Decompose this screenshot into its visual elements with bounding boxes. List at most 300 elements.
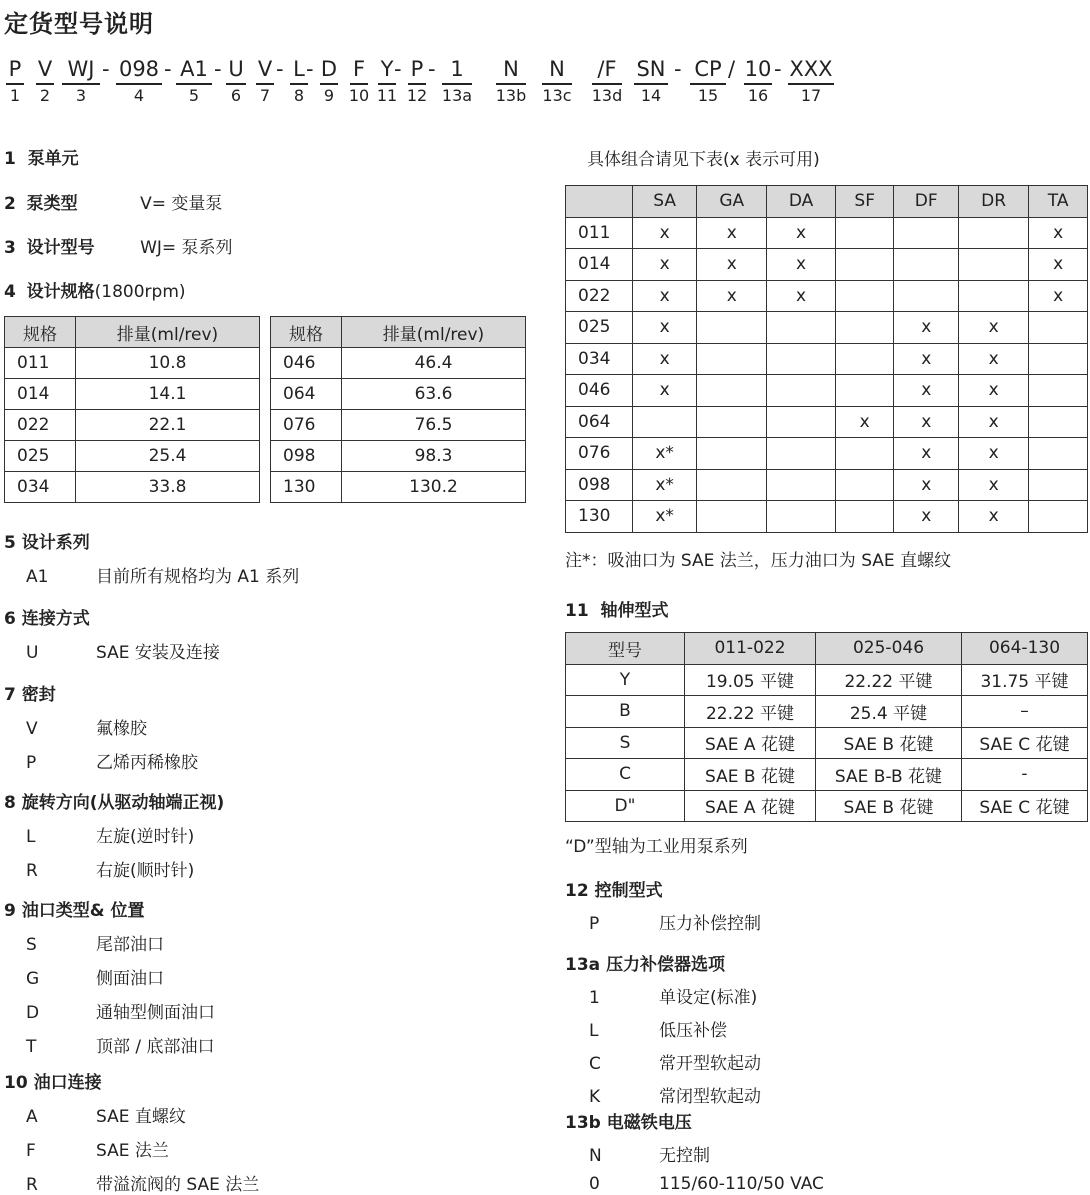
code-number: 12 xyxy=(406,86,428,105)
section-title: 设计规格 xyxy=(26,282,95,302)
option-item xyxy=(4,748,198,773)
code-separator: - xyxy=(102,57,110,81)
availability-cell: x xyxy=(894,501,959,533)
page-title: 定货型号说明 xyxy=(4,10,154,38)
option-description: SAE 法兰 xyxy=(96,1141,169,1161)
size-cell: 046 xyxy=(271,348,342,379)
availability-cell xyxy=(697,469,767,501)
availability-cell xyxy=(1029,406,1088,438)
displacement-table-right xyxy=(270,316,526,503)
section-title: 设计系列 xyxy=(21,533,90,553)
availability-cell xyxy=(697,406,767,438)
availability-cell: x xyxy=(767,280,836,312)
displacement-cell: 46.4 xyxy=(342,348,526,379)
code-number: 10 xyxy=(348,86,370,105)
column-header: DR xyxy=(959,186,1029,218)
option-item xyxy=(565,1141,824,1166)
table-row xyxy=(566,727,1088,759)
code-segment xyxy=(406,56,428,107)
availability-cell: x xyxy=(894,469,959,501)
code-segment xyxy=(4,56,26,107)
section-title: 密封 xyxy=(21,685,56,705)
section-number: 12 xyxy=(565,881,589,901)
code-number: 2 xyxy=(39,86,51,105)
code-segment xyxy=(254,56,276,107)
size-cell: 011 xyxy=(5,348,76,379)
option-description: SAE 安装及连接 xyxy=(96,643,220,663)
table-row xyxy=(566,343,1088,375)
section-title: 压力补偿器选项 xyxy=(606,955,726,975)
table-row xyxy=(271,472,526,503)
section-11 xyxy=(565,596,669,621)
displacement-cell: 98.3 xyxy=(342,441,526,472)
displacement-cell: 63.6 xyxy=(342,379,526,410)
size-cell: 098 xyxy=(271,441,342,472)
column-header: 025-046 xyxy=(816,633,962,665)
code-segment xyxy=(348,56,370,107)
option-item xyxy=(565,1049,761,1074)
section-title: 油口连接 xyxy=(33,1073,102,1093)
availability-cell: x xyxy=(894,312,959,344)
availability-cell: x* xyxy=(633,501,697,533)
section-title: 设计型号 xyxy=(26,238,95,258)
availability-cell xyxy=(1029,438,1088,470)
shaft-spec-cell: SAE B 花键 xyxy=(685,759,816,791)
column-header: 规格 xyxy=(271,317,342,348)
size-cell: 034 xyxy=(566,343,633,375)
size-cell: 064 xyxy=(566,406,633,438)
option-description: 压力补偿控制 xyxy=(659,914,761,934)
section-title: 电磁铁电压 xyxy=(606,1113,692,1133)
code-segment xyxy=(494,56,528,107)
code-letter: XXX xyxy=(789,57,833,81)
section-9 xyxy=(4,896,215,1057)
code-separator: - xyxy=(164,57,172,81)
table-row xyxy=(566,375,1088,407)
column-header: TA xyxy=(1029,186,1088,218)
shaft-spec-cell: SAE B 花键 xyxy=(816,727,962,759)
option-item xyxy=(565,1016,761,1041)
code-number: 9 xyxy=(323,86,335,105)
code-letter: P xyxy=(8,57,22,81)
code-segment xyxy=(688,56,728,107)
displacement-table-left xyxy=(4,316,260,503)
table-row xyxy=(566,217,1088,249)
shaft-spec-cell: 22.22 平键 xyxy=(685,696,816,728)
table-row xyxy=(5,348,260,379)
size-cell: 014 xyxy=(5,379,76,410)
option-description: 常闭型软起动 xyxy=(659,1087,761,1107)
displacement-cell: 10.8 xyxy=(76,348,260,379)
option-description: 常开型软起动 xyxy=(659,1054,761,1074)
section-number: 13a xyxy=(565,955,601,975)
availability-cell xyxy=(697,438,767,470)
option-code: T xyxy=(26,1037,37,1057)
shaft-spec-cell: - xyxy=(962,759,1088,791)
availability-cell: x xyxy=(894,438,959,470)
option-code: G xyxy=(26,969,40,989)
availability-cell xyxy=(836,249,894,281)
availability-cell: x xyxy=(894,343,959,375)
shaft-spec-cell: 19.05 平键 xyxy=(685,664,816,696)
code-segment xyxy=(786,56,836,107)
option-description: 乙烯丙稀橡胶 xyxy=(96,753,198,773)
availability-cell xyxy=(836,501,894,533)
section-7 xyxy=(4,680,198,773)
section-value: V= 变量泵 xyxy=(140,194,223,214)
column-header: 型号 xyxy=(566,633,685,665)
table-row xyxy=(5,410,260,441)
availability-cell: x xyxy=(1029,217,1088,249)
section-title: 连接方式 xyxy=(21,609,90,629)
table-row xyxy=(566,249,1088,281)
table-row xyxy=(566,438,1088,470)
option-code: U xyxy=(26,643,39,663)
section-title: 泵类型 xyxy=(26,194,78,214)
size-cell: 011 xyxy=(566,217,633,249)
code-letter: L xyxy=(293,57,305,81)
option-code: 0 xyxy=(589,1174,600,1194)
availability-cell: x xyxy=(894,406,959,438)
column-header: DF xyxy=(894,186,959,218)
section-number: 5 xyxy=(4,533,16,553)
code-separator: - xyxy=(394,57,402,81)
availability-cell: x xyxy=(633,217,697,249)
shaft-code-cell: D" xyxy=(566,790,685,822)
availability-cell: x xyxy=(894,375,959,407)
availability-cell xyxy=(767,469,836,501)
combo-caption: 具体组合请见下表(x 表示可用) xyxy=(587,150,820,170)
table-row xyxy=(566,696,1088,728)
availability-cell xyxy=(836,312,894,344)
size-cell: 025 xyxy=(5,441,76,472)
size-cell: 076 xyxy=(566,438,633,470)
code-number: 13a xyxy=(441,86,473,105)
option-description: 右旋(顺时针) xyxy=(96,861,195,881)
availability-cell: x xyxy=(697,249,767,281)
availability-cell: x* xyxy=(633,438,697,470)
section-13a xyxy=(565,950,761,1107)
option-description: 无控制 xyxy=(659,1146,710,1166)
availability-cell xyxy=(836,343,894,375)
column-header: 排量(ml/rev) xyxy=(76,317,260,348)
availability-cell: x xyxy=(767,217,836,249)
size-cell: 076 xyxy=(271,410,342,441)
combo-note: 注*：吸油口为 SAE 法兰，压力油口为 SAE 直螺纹 xyxy=(565,551,952,571)
section-8 xyxy=(4,788,224,881)
column-header: 规格 xyxy=(5,317,76,348)
availability-cell xyxy=(767,312,836,344)
code-segment xyxy=(224,56,248,107)
availability-cell xyxy=(959,217,1029,249)
shaft-code-cell: B xyxy=(566,696,685,728)
code-segment xyxy=(34,56,56,107)
option-code: P xyxy=(26,753,37,773)
section-number: 11 xyxy=(565,601,589,621)
code-number: 6 xyxy=(230,86,242,105)
availability-cell xyxy=(633,406,697,438)
option-item xyxy=(4,964,215,989)
displacement-cell: 130.2 xyxy=(342,472,526,503)
section-number: 6 xyxy=(4,609,16,629)
shaft-note: “D”型轴为工业用泵系列 xyxy=(565,837,748,857)
column-header: SF xyxy=(836,186,894,218)
displacement-cell: 25.4 xyxy=(76,441,260,472)
section-number: 4 xyxy=(4,282,16,302)
column-header: DA xyxy=(767,186,836,218)
section-number: 2 xyxy=(4,194,16,214)
corner-cell xyxy=(566,186,633,218)
option-item xyxy=(4,856,224,881)
availability-cell xyxy=(697,312,767,344)
code-number: 3 xyxy=(75,86,87,105)
shaft-table xyxy=(565,632,1088,822)
section-title: 控制型式 xyxy=(594,881,663,901)
column-header: 011-022 xyxy=(685,633,816,665)
table-row xyxy=(5,472,260,503)
availability-cell: x* xyxy=(633,469,697,501)
code-letter: P xyxy=(410,57,424,81)
code-segment xyxy=(590,56,624,107)
shaft-spec-cell: 25.4 平键 xyxy=(816,696,962,728)
option-description: 115/60-110/50 VAC xyxy=(659,1174,824,1194)
table-row xyxy=(271,348,526,379)
option-item xyxy=(4,638,220,663)
size-cell: 098 xyxy=(566,469,633,501)
code-letter: F xyxy=(352,57,366,81)
code-segment xyxy=(742,56,774,107)
availability-cell xyxy=(697,375,767,407)
table-row xyxy=(271,441,526,472)
displacement-cell: 76.5 xyxy=(342,410,526,441)
code-letter: N xyxy=(503,57,519,81)
availability-cell: x xyxy=(767,249,836,281)
availability-cell xyxy=(1029,343,1088,375)
option-description: 低压补偿 xyxy=(659,1021,727,1041)
code-number: 16 xyxy=(747,86,769,105)
availability-cell: x xyxy=(959,501,1029,533)
size-cell: 022 xyxy=(5,410,76,441)
code-letter: V xyxy=(257,57,273,81)
availability-cell: x xyxy=(697,280,767,312)
option-code: A xyxy=(26,1107,38,1127)
code-number: 13d xyxy=(591,86,623,105)
option-description: 顶部 / 底部油口 xyxy=(96,1037,215,1057)
availability-cell: x xyxy=(697,217,767,249)
code-segment xyxy=(318,56,340,107)
displacement-cell: 22.1 xyxy=(76,410,260,441)
availability-cell xyxy=(836,469,894,501)
code-segment xyxy=(632,56,670,107)
availability-cell: x xyxy=(959,469,1029,501)
code-letter: CP xyxy=(694,57,722,81)
shaft-spec-cell: – xyxy=(962,696,1088,728)
availability-cell xyxy=(767,406,836,438)
option-description: 侧面油口 xyxy=(96,969,164,989)
table-row xyxy=(271,410,526,441)
section-value: WJ= 泵系列 xyxy=(140,238,233,258)
shaft-spec-cell: SAE C 花键 xyxy=(962,790,1088,822)
code-segment xyxy=(174,56,214,107)
table-row xyxy=(566,759,1088,791)
option-code: A1 xyxy=(26,567,49,587)
option-item xyxy=(4,822,224,847)
table-row xyxy=(271,379,526,410)
availability-cell xyxy=(894,217,959,249)
option-code: D xyxy=(26,1003,40,1023)
availability-cell xyxy=(836,280,894,312)
code-letter: Y xyxy=(380,57,394,81)
code-segment xyxy=(440,56,474,107)
table-row xyxy=(566,406,1088,438)
option-item xyxy=(565,983,761,1008)
availability-cell: x xyxy=(633,249,697,281)
section-13b xyxy=(565,1108,824,1194)
option-description: 左旋(逆时针) xyxy=(96,827,195,847)
code-letter: A1 xyxy=(180,57,208,81)
availability-cell xyxy=(767,438,836,470)
code-number: 7 xyxy=(259,86,271,105)
section-5 xyxy=(4,528,299,587)
availability-cell: x xyxy=(1029,249,1088,281)
code-letter: U xyxy=(228,57,244,81)
section-title: 轴伸型式 xyxy=(600,601,669,621)
option-code: L xyxy=(26,827,36,847)
availability-cell xyxy=(1029,501,1088,533)
size-cell: 014 xyxy=(566,249,633,281)
shaft-spec-cell: SAE A 花键 xyxy=(685,790,816,822)
section-number: 7 xyxy=(4,685,16,705)
availability-cell xyxy=(1029,469,1088,501)
code-number: 5 xyxy=(188,86,200,105)
section-title: 油口类型& 位置 xyxy=(21,901,145,921)
table-row xyxy=(566,501,1088,533)
shaft-code-cell: C xyxy=(566,759,685,791)
option-item xyxy=(4,1032,215,1057)
table-row xyxy=(5,441,260,472)
column-header: SA xyxy=(633,186,697,218)
availability-cell xyxy=(894,280,959,312)
option-item xyxy=(4,1102,259,1127)
table-row xyxy=(566,664,1088,696)
displacement-cell: 14.1 xyxy=(76,379,260,410)
code-number: 13c xyxy=(542,86,572,105)
availability-cell xyxy=(959,249,1029,281)
option-code: V xyxy=(26,719,38,739)
availability-cell xyxy=(1029,312,1088,344)
section-10 xyxy=(4,1068,259,1195)
code-letter: D xyxy=(320,57,338,81)
section-6 xyxy=(4,604,220,663)
availability-cell: x xyxy=(1029,280,1088,312)
table-row xyxy=(5,379,260,410)
availability-cell xyxy=(767,343,836,375)
combination-table xyxy=(565,185,1088,533)
code-separator: - xyxy=(674,57,682,81)
option-description: 目前所有规格均为 A1 系列 xyxy=(96,567,300,587)
code-number: 4 xyxy=(133,86,145,105)
section-12 xyxy=(565,876,761,934)
availability-cell: x xyxy=(959,406,1029,438)
availability-cell: x xyxy=(959,343,1029,375)
availability-cell xyxy=(697,501,767,533)
code-number: 13b xyxy=(495,86,527,105)
displacement-cell: 33.8 xyxy=(76,472,260,503)
option-code: L xyxy=(589,1021,599,1041)
table-row xyxy=(566,469,1088,501)
section-number: 3 xyxy=(4,238,16,258)
code-separator: - xyxy=(428,57,436,81)
option-description: 通轴型侧面油口 xyxy=(96,1003,215,1023)
code-separator: - xyxy=(774,57,782,81)
section-number: 10 xyxy=(4,1073,28,1093)
option-code: S xyxy=(26,935,37,955)
option-code: C xyxy=(589,1054,601,1074)
shaft-spec-cell: 31.75 平键 xyxy=(962,664,1088,696)
shaft-spec-cell: SAE C 花键 xyxy=(962,727,1088,759)
option-description: 带溢流阀的 SAE 法兰 xyxy=(96,1175,260,1195)
section-title: 泵单元 xyxy=(27,149,79,169)
option-item xyxy=(565,909,761,934)
size-cell: 064 xyxy=(271,379,342,410)
availability-cell: x xyxy=(633,280,697,312)
code-segment xyxy=(540,56,574,107)
option-item xyxy=(4,930,215,955)
code-letter: /F xyxy=(597,57,617,81)
shaft-spec-cell: SAE B 花键 xyxy=(816,790,962,822)
availability-cell: x xyxy=(959,438,1029,470)
section-note: (1800rpm) xyxy=(94,282,186,302)
code-segment xyxy=(60,56,102,107)
availability-cell xyxy=(836,375,894,407)
code-separator: - xyxy=(276,57,284,81)
option-code: K xyxy=(589,1087,601,1107)
option-item xyxy=(4,998,215,1023)
section-4 xyxy=(4,277,186,302)
option-code: 1 xyxy=(589,988,600,1008)
availability-cell: x xyxy=(959,375,1029,407)
code-number: 11 xyxy=(376,86,398,105)
code-letter: 10 xyxy=(744,57,772,81)
option-code: N xyxy=(589,1146,602,1166)
size-cell: 046 xyxy=(566,375,633,407)
section-number: 9 xyxy=(4,901,16,921)
code-letter: SN xyxy=(636,57,666,81)
option-code: P xyxy=(589,914,600,934)
code-letter: V xyxy=(37,57,53,81)
availability-cell: x xyxy=(959,312,1029,344)
option-description: 单设定(标准) xyxy=(659,988,758,1008)
availability-cell xyxy=(959,280,1029,312)
code-number: 8 xyxy=(293,86,305,105)
size-cell: 130 xyxy=(271,472,342,503)
shaft-spec-cell: SAE A 花键 xyxy=(685,727,816,759)
availability-cell: x xyxy=(633,343,697,375)
code-number: 17 xyxy=(800,86,822,105)
code-letter: 1 xyxy=(450,57,464,81)
option-item xyxy=(565,1174,824,1194)
section-1 xyxy=(4,144,79,169)
size-cell: 022 xyxy=(566,280,633,312)
code-separator: / xyxy=(728,57,736,81)
size-cell: 034 xyxy=(5,472,76,503)
option-code: R xyxy=(26,861,38,881)
table-row xyxy=(566,312,1088,344)
column-header: 064-130 xyxy=(962,633,1088,665)
shaft-code-cell: Y xyxy=(566,664,685,696)
column-header: 排量(ml/rev) xyxy=(342,317,526,348)
availability-cell: x xyxy=(633,312,697,344)
